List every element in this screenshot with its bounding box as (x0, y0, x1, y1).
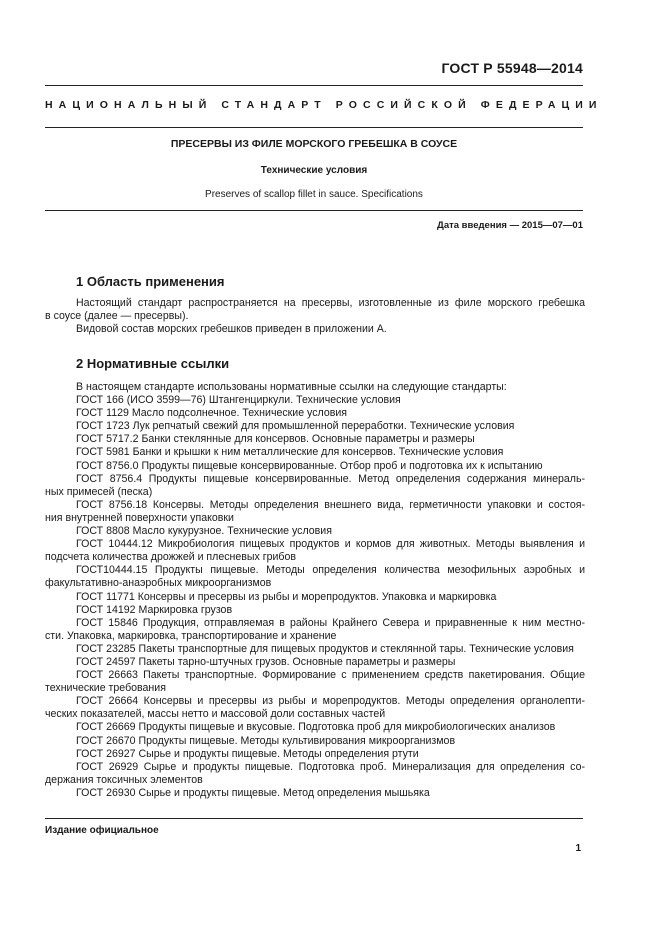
reference-line: ГОСТ 8756.18 Консервы. Методы определения внешнего вида, герметичности упаковки и состоя- (76, 498, 585, 511)
reference-line: ГОСТ 8756.4 Продукты пищевые консервированные. Метод определения содержания минераль- (76, 472, 585, 485)
section-2-body (45, 381, 585, 800)
reference-line-continuation: ния внутренней поверхности упаковки (45, 511, 234, 524)
reference-line-continuation: ных примесей (песка) (45, 485, 153, 498)
english-title: Preserves of scallop fillet in sauce. Specifications (205, 189, 423, 200)
paragraph-line: В настоящем стандарте использованы нормативные ссылки на следующие стандарты: (76, 381, 507, 393)
reference-line: ГОСТ10444.15 Продукты пищевые. Методы определения количества мезофильных аэробных и (76, 564, 585, 577)
reference-line: ГОСТ 26927 Сырье и продукты пищевые. Методы определения ртути (76, 747, 419, 760)
reference-line: ГОСТ 26929 Сырье и продукты пищевые. Подготовка проб. Минерализация для определения со- (76, 760, 585, 773)
reference-line: ГОСТ 8756.0 Продукты пищевые консервированные. Отбор проб и подготовка их к испытанию (76, 459, 543, 472)
national-standard-banner: НАЦИОНАЛЬНЫЙ СТАНДАРТ РОССИЙСКОЙ ФЕДЕРАЦИИ (45, 99, 603, 111)
introduction-date: Дата введения — 2015—07—01 (437, 220, 583, 231)
paragraph-line: Настоящий стандарт распространяется на пресервы, изготовленные из филе морского гребешка (76, 297, 585, 309)
document-number: ГОСТ Р 55948—2014 (441, 60, 583, 76)
header-bottom-rule (45, 127, 583, 128)
reference-line-continuation: подсчета количества дрожжей и плесневых грибов (45, 551, 297, 564)
section-1-body (45, 297, 585, 336)
page-number: 1 (575, 843, 581, 854)
reference-line-continuation: факультативно-анаэробных микроорганизмов (45, 577, 272, 590)
reference-line: ГОСТ 26930 Сырье и продукты пищевые. Метод определения мышьяка (76, 786, 430, 799)
reference-line: ГОСТ 166 (ИСО 3599—76) Штангенциркули. Технические условия (76, 394, 401, 407)
reference-line: ГОСТ 8808 Масло кукурузное. Технические условия (76, 525, 332, 538)
reference-line: ГОСТ 26669 Продукты пищевые и вкусовые. Подготовка проб для микробиологических анализов (76, 721, 556, 734)
reference-line: ГОСТ 26663 Пакеты транспортные. Формирование с применением средств пакетирования. Общие (76, 669, 585, 682)
reference-line-continuation: держания токсичных элементов (45, 773, 203, 786)
reference-line-continuation: технические требования (45, 682, 166, 695)
reference-line: ГОСТ 24597 Пакеты тарно-штучных грузов. Основные параметры и размеры (76, 655, 456, 668)
reference-line: ГОСТ 1129 Масло подсолнечное. Технические условия (76, 407, 347, 420)
document-title: ПРЕСЕРВЫ ИЗ ФИЛЕ МОРСКОГО ГРЕБЕШКА В СОУСЕ (170, 138, 458, 150)
paragraph-line: в соусе (далее — пресервы). (45, 310, 189, 323)
reference-line-continuation: ческих показателей, массы нетто и массовой доли составных частей (45, 708, 386, 721)
reference-line: ГОСТ 10444.12 Микробиология пищевых продуктов и кормов для животных. Методы выявления и (76, 538, 585, 551)
reference-line: ГОСТ 14192 Маркировка грузов (76, 603, 233, 616)
footer-rule (45, 818, 583, 819)
section-2-heading: 2 Нормативные ссылки (76, 356, 230, 371)
reference-line: ГОСТ 5717.2 Банки стеклянные для консервов. Основные параметры и размеры (76, 433, 475, 446)
reference-line: ГОСТ 5981 Банки и крышки к ним металлические для консервов. Технические условия (76, 446, 504, 459)
document-subtitle: Технические условия (260, 165, 368, 176)
official-edition-label: Издание официальное (45, 825, 159, 836)
reference-line: ГОСТ 26670 Продукты пищевые. Методы культивирования микроорганизмов (76, 734, 456, 747)
header-top-rule (45, 85, 583, 86)
section-1-heading: 1 Область применения (76, 274, 225, 289)
reference-line: ГОСТ 23285 Пакеты транспортные для пищевых продуктов и стеклянной тары. Технические условия (76, 642, 574, 655)
reference-line: ГОСТ 11771 Консервы и пресервы из рыбы и морепродуктов. Упаковка и маркировка (76, 590, 497, 603)
title-rule (45, 210, 583, 211)
reference-line: ГОСТ 15846 Продукция, отправляемая в районы Крайнего Севера и приравненные к ним местно- (76, 616, 585, 629)
reference-line: ГОСТ 1723 Лук репчатый свежий для промышленной переработки. Технические условия (76, 420, 515, 433)
paragraph-line: Видовой состав морских гребешков приведен в приложении А. (76, 323, 387, 336)
reference-line: ГОСТ 26664 Консервы и пресервы из рыбы и морепродуктов. Методы определения органолепти- (76, 695, 585, 708)
reference-line-continuation: сти. Упаковка, маркировка, транспортирование и хранение (45, 629, 337, 642)
